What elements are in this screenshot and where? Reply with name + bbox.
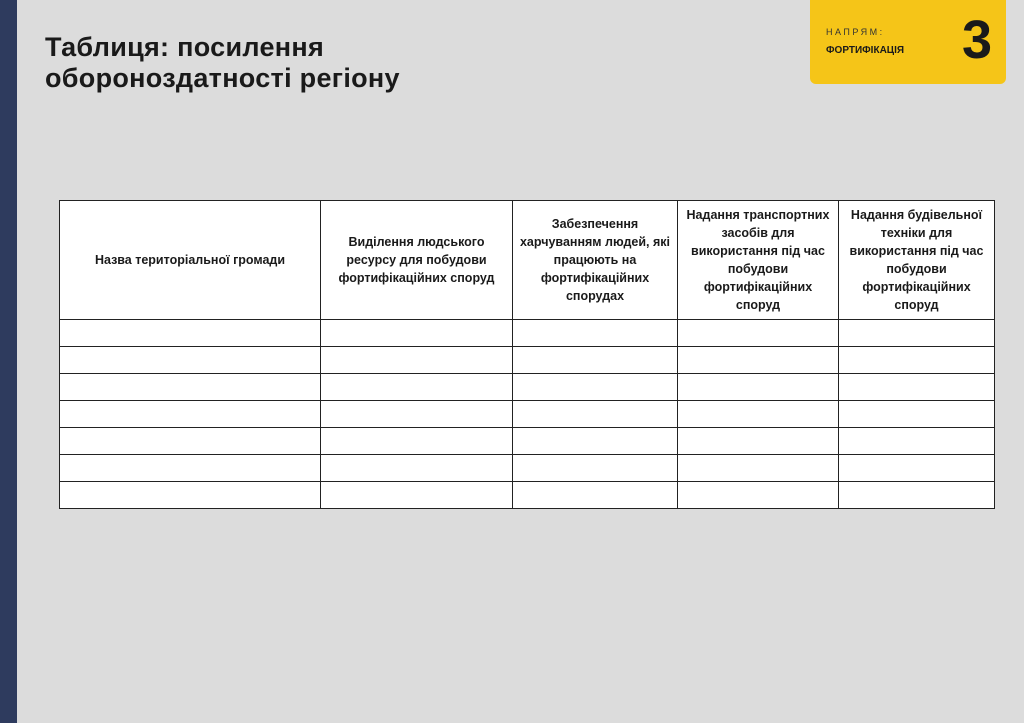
table-row	[60, 401, 995, 428]
direction-badge	[810, 0, 1006, 84]
table-cell[interactable]	[513, 455, 678, 482]
table-cell[interactable]	[678, 482, 839, 509]
table-cell[interactable]	[513, 482, 678, 509]
table-cell[interactable]	[321, 347, 513, 374]
table-cell[interactable]	[513, 428, 678, 455]
table-cell[interactable]	[60, 482, 321, 509]
table-cell[interactable]	[321, 401, 513, 428]
table-cell[interactable]	[513, 347, 678, 374]
table-cell[interactable]	[839, 428, 995, 455]
table-cell[interactable]	[321, 320, 513, 347]
table-cell[interactable]	[678, 428, 839, 455]
table-row	[60, 455, 995, 482]
page-title	[45, 32, 400, 94]
table-cell[interactable]	[60, 374, 321, 401]
table-row	[60, 320, 995, 347]
badge-label: ФОРТИФІКАЦІЯ	[826, 45, 905, 56]
table-cell[interactable]	[513, 320, 678, 347]
table-row	[60, 428, 995, 455]
table-cell[interactable]	[678, 320, 839, 347]
table-cell[interactable]	[678, 347, 839, 374]
table-cell[interactable]	[60, 347, 321, 374]
header-human-resources: Виділення людського ресурсу для побудови фортифікаційних споруд	[321, 201, 513, 320]
table-row	[60, 374, 995, 401]
table-cell[interactable]	[839, 374, 995, 401]
sidebar-accent-bar	[0, 0, 17, 723]
table-header-row	[60, 201, 995, 320]
table-cell[interactable]	[839, 320, 995, 347]
table-cell[interactable]	[839, 482, 995, 509]
page-title-line-2: обороноздатності регіону	[45, 63, 400, 93]
header-construction-equipment: Надання будівельної техніки для використання під час побудови фортифікаційних споруд	[839, 201, 995, 320]
table-cell[interactable]	[60, 401, 321, 428]
table-cell[interactable]	[321, 455, 513, 482]
table-cell[interactable]	[678, 374, 839, 401]
header-community-name: Назва територіальної громади	[60, 201, 321, 320]
page-title-line-1: Таблиця: посилення	[45, 32, 325, 62]
defense-table	[59, 200, 995, 509]
table-cell[interactable]	[513, 401, 678, 428]
table-cell[interactable]	[60, 455, 321, 482]
table-cell[interactable]	[839, 347, 995, 374]
table-cell[interactable]	[321, 482, 513, 509]
badge-kicker: НАПРЯМ:	[826, 27, 885, 37]
header-food-supply: Забезпечення харчуванням людей, які працюють на фортифікаційних спорудах	[513, 201, 678, 320]
table-body	[60, 320, 995, 509]
badge-number: 3	[962, 10, 993, 70]
table-cell[interactable]	[60, 428, 321, 455]
table-cell[interactable]	[321, 428, 513, 455]
header-transport: Надання транспортних засобів для використання під час побудови фортифікаційних споруд	[678, 201, 839, 320]
table-cell[interactable]	[513, 374, 678, 401]
table-cell[interactable]	[839, 401, 995, 428]
table-cell[interactable]	[321, 374, 513, 401]
table-cell[interactable]	[678, 455, 839, 482]
table-cell[interactable]	[678, 401, 839, 428]
table-cell[interactable]	[60, 320, 321, 347]
table-row	[60, 347, 995, 374]
table-cell[interactable]	[839, 455, 995, 482]
table-row	[60, 482, 995, 509]
